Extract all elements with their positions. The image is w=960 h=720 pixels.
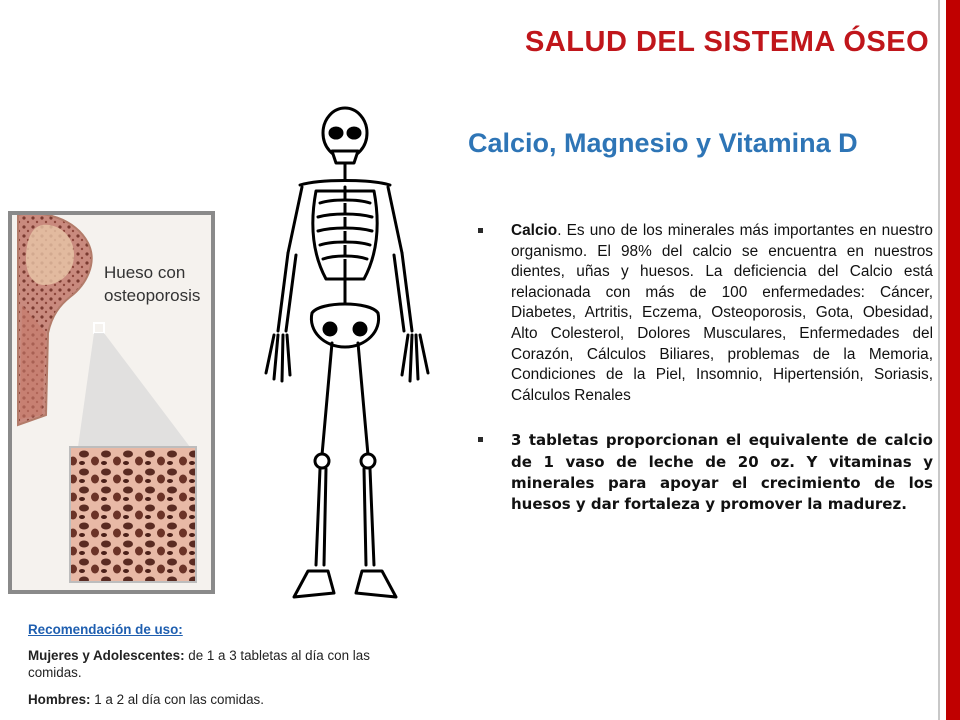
accent-bar [946, 0, 960, 720]
section-subtitle: Calcio, Magnesio y Vitamina D [468, 128, 858, 158]
skeleton-illustration [250, 103, 470, 608]
usage-recommendation [28, 622, 408, 718]
image-label-line1: Hueso con [104, 263, 186, 282]
square-bullet-icon [478, 228, 483, 233]
men-text: 1 a 2 al día con las comidas. [90, 692, 264, 707]
image-label-line2: osteoporosis [104, 286, 201, 305]
list-item-calcio [478, 221, 933, 406]
bone-illustration [12, 215, 211, 590]
divider-line [938, 0, 940, 720]
recommendation-heading: Recomendación de uso: [28, 622, 183, 637]
square-bullet-icon [478, 437, 483, 442]
page-title: SALUD DEL SISTEMA ÓSEO [525, 26, 930, 58]
osteoporosis-bone-image [8, 211, 215, 594]
calcio-description: . Es uno de los minerales más importantes en nuestro organismo. El 98% del calcio se encuentra en nuestros dientes, uñas y huesos. La deficiencia del Calcio está relacionada con más de 100 enfermedades: Cáncer, Diabetes, Artritis, Eczema, Osteoporosis, Gota, Obesidad, Alto Colesterol, Dolores Musculares, Enfermedades del Corazón, Cálculos Biliares, problemas de la Memoria, Condiciones de la Piel, Insomnio, Hipertensión, Soriasis, Cálculos Renales [511, 222, 933, 404]
women-label: Mujeres y Adolescentes: [28, 648, 185, 663]
men-recommendation [28, 691, 408, 708]
spongy-bone-closeup [70, 447, 196, 582]
bullet-list [478, 221, 933, 515]
list-item-tabletas [478, 430, 933, 515]
women-text: de 1 a 3 tabletas al día con las comidas. [28, 648, 370, 680]
men-label: Hombres: [28, 692, 91, 707]
calcio-term: Calcio [511, 222, 558, 239]
women-recommendation [28, 647, 408, 681]
tabletas-description: 3 tabletas proporcionan el equivalente de calcio de 1 vaso de leche de 20 oz. Y vitaminas y minerales para apoyar el crecimiento de los huesos y dar fortaleza y promover la madurez. [511, 431, 933, 513]
